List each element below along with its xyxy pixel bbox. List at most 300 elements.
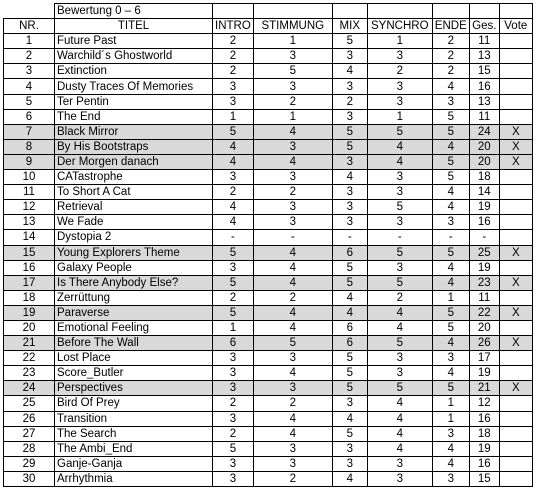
cell-synchro: 3 bbox=[367, 351, 432, 366]
cell-ges: 13 bbox=[469, 49, 499, 64]
caption-empty-cell bbox=[253, 4, 332, 19]
cell-ende: 5 bbox=[432, 124, 469, 139]
cell-title: Paraverse bbox=[55, 305, 213, 320]
caption-empty-cell bbox=[499, 4, 532, 19]
cell-stimmung: 3 bbox=[253, 215, 332, 230]
table-row bbox=[4, 411, 533, 426]
cell-synchro: 5 bbox=[367, 245, 432, 260]
cell-vote bbox=[499, 34, 532, 49]
cell-nr: 4 bbox=[4, 79, 55, 94]
cell-ges: 20 bbox=[469, 139, 499, 154]
cell-vote bbox=[499, 426, 532, 441]
cell-title: Before The Wall bbox=[55, 336, 213, 351]
cell-vote bbox=[499, 471, 532, 486]
cell-nr: 15 bbox=[4, 245, 55, 260]
cell-stimmung: 4 bbox=[253, 245, 332, 260]
cell-vote bbox=[499, 351, 532, 366]
cell-nr: 9 bbox=[4, 154, 55, 169]
cell-ges: 20 bbox=[469, 154, 499, 169]
table-row bbox=[4, 94, 533, 109]
cell-synchro: 1 bbox=[367, 109, 432, 124]
cell-mix: 3 bbox=[332, 200, 367, 215]
cell-nr: 12 bbox=[4, 200, 55, 215]
cell-stimmung: 4 bbox=[253, 305, 332, 320]
header-nr: NR. bbox=[4, 19, 55, 34]
cell-nr: 27 bbox=[4, 426, 55, 441]
cell-vote bbox=[499, 411, 532, 426]
cell-ende: 1 bbox=[432, 290, 469, 305]
header-row bbox=[4, 19, 533, 34]
cell-ende: 4 bbox=[432, 139, 469, 154]
cell-nr: 10 bbox=[4, 170, 55, 185]
caption-empty-cell bbox=[332, 4, 367, 19]
cell-intro: 3 bbox=[213, 456, 254, 471]
cell-mix: 3 bbox=[332, 49, 367, 64]
cell-synchro: 4 bbox=[367, 426, 432, 441]
cell-ende: 3 bbox=[432, 351, 469, 366]
cell-mix: - bbox=[332, 230, 367, 245]
table-row bbox=[4, 290, 533, 305]
rating-scale-caption: Bewertung 0 – 6 bbox=[55, 4, 213, 19]
cell-vote: X bbox=[499, 275, 532, 290]
cell-vote: X bbox=[499, 154, 532, 169]
cell-vote bbox=[499, 366, 532, 381]
cell-stimmung: 4 bbox=[253, 366, 332, 381]
caption-empty-cell bbox=[367, 4, 432, 19]
cell-vote bbox=[499, 170, 532, 185]
cell-mix: 2 bbox=[332, 94, 367, 109]
cell-vote: X bbox=[499, 305, 532, 320]
cell-intro: 3 bbox=[213, 366, 254, 381]
cell-intro: 2 bbox=[213, 49, 254, 64]
cell-stimmung: 3 bbox=[253, 456, 332, 471]
cell-intro: 5 bbox=[213, 245, 254, 260]
cell-stimmung: 4 bbox=[253, 426, 332, 441]
cell-intro: 4 bbox=[213, 154, 254, 169]
cell-ges: 21 bbox=[469, 381, 499, 396]
cell-nr: 23 bbox=[4, 366, 55, 381]
cell-title: Transition bbox=[55, 411, 213, 426]
caption-blank-cell bbox=[4, 4, 55, 19]
cell-vote bbox=[499, 320, 532, 335]
cell-title: Future Past bbox=[55, 34, 213, 49]
cell-intro: 4 bbox=[213, 200, 254, 215]
table-row bbox=[4, 79, 533, 94]
cell-vote bbox=[499, 290, 532, 305]
cell-title: Young Explorers Theme bbox=[55, 245, 213, 260]
cell-intro: 3 bbox=[213, 170, 254, 185]
cell-ges: 25 bbox=[469, 245, 499, 260]
cell-title: Dusty Traces Of Memories bbox=[55, 79, 213, 94]
cell-ges: 24 bbox=[469, 124, 499, 139]
cell-title: Is There Anybody Else? bbox=[55, 275, 213, 290]
cell-synchro: - bbox=[367, 230, 432, 245]
cell-vote bbox=[499, 230, 532, 245]
cell-mix: 4 bbox=[332, 411, 367, 426]
cell-intro: 1 bbox=[213, 109, 254, 124]
header-synchro: SYNCHRO bbox=[367, 19, 432, 34]
cell-ges: 15 bbox=[469, 471, 499, 486]
cell-mix: 5 bbox=[332, 275, 367, 290]
cell-ende: 5 bbox=[432, 320, 469, 335]
cell-nr: 22 bbox=[4, 351, 55, 366]
cell-mix: 5 bbox=[332, 260, 367, 275]
table-row bbox=[4, 426, 533, 441]
table-row bbox=[4, 170, 533, 185]
table-row bbox=[4, 260, 533, 275]
cell-synchro: 3 bbox=[367, 185, 432, 200]
table-row bbox=[4, 200, 533, 215]
cell-vote bbox=[499, 200, 532, 215]
cell-vote bbox=[499, 185, 532, 200]
cell-nr: 11 bbox=[4, 185, 55, 200]
cell-synchro: 3 bbox=[367, 456, 432, 471]
cell-title: The Ambi_End bbox=[55, 441, 213, 456]
cell-ges: 22 bbox=[469, 305, 499, 320]
table-row bbox=[4, 154, 533, 169]
cell-intro: 3 bbox=[213, 381, 254, 396]
cell-vote bbox=[499, 215, 532, 230]
cell-synchro: 5 bbox=[367, 124, 432, 139]
table-row bbox=[4, 49, 533, 64]
cell-nr: 17 bbox=[4, 275, 55, 290]
cell-mix: 5 bbox=[332, 426, 367, 441]
cell-vote bbox=[499, 260, 532, 275]
rating-table bbox=[3, 3, 533, 487]
header-ende: ENDE bbox=[432, 19, 469, 34]
cell-stimmung: 4 bbox=[253, 260, 332, 275]
cell-title: To Short A Cat bbox=[55, 185, 213, 200]
cell-nr: 13 bbox=[4, 215, 55, 230]
cell-vote: X bbox=[499, 245, 532, 260]
cell-mix: 3 bbox=[332, 185, 367, 200]
cell-ges: 19 bbox=[469, 441, 499, 456]
cell-ende: 4 bbox=[432, 79, 469, 94]
cell-nr: 8 bbox=[4, 139, 55, 154]
cell-intro: 5 bbox=[213, 305, 254, 320]
cell-intro: 3 bbox=[213, 411, 254, 426]
cell-nr: 26 bbox=[4, 411, 55, 426]
cell-ges: 11 bbox=[469, 109, 499, 124]
cell-ende: 5 bbox=[432, 154, 469, 169]
cell-mix: 5 bbox=[332, 381, 367, 396]
cell-title: By His Bootstraps bbox=[55, 139, 213, 154]
cell-synchro: 3 bbox=[367, 94, 432, 109]
header-ges: Ges. bbox=[469, 19, 499, 34]
cell-synchro: 3 bbox=[367, 170, 432, 185]
cell-mix: 3 bbox=[332, 441, 367, 456]
cell-stimmung: - bbox=[253, 230, 332, 245]
header-stimmung: STIMMUNG bbox=[253, 19, 332, 34]
cell-nr: 29 bbox=[4, 456, 55, 471]
header-intro: INTRO bbox=[213, 19, 254, 34]
cell-stimmung: 2 bbox=[253, 185, 332, 200]
cell-synchro: 4 bbox=[367, 441, 432, 456]
caption-empty-cell bbox=[469, 4, 499, 19]
cell-mix: 4 bbox=[332, 64, 367, 79]
table-row bbox=[4, 215, 533, 230]
cell-synchro: 4 bbox=[367, 320, 432, 335]
cell-ges: 26 bbox=[469, 336, 499, 351]
cell-vote bbox=[499, 396, 532, 411]
cell-stimmung: 3 bbox=[253, 441, 332, 456]
cell-stimmung: 4 bbox=[253, 320, 332, 335]
cell-intro: 2 bbox=[213, 64, 254, 79]
cell-ges: 19 bbox=[469, 260, 499, 275]
cell-mix: 3 bbox=[332, 79, 367, 94]
cell-synchro: 5 bbox=[367, 200, 432, 215]
cell-stimmung: 2 bbox=[253, 471, 332, 486]
table-row bbox=[4, 34, 533, 49]
cell-mix: 3 bbox=[332, 154, 367, 169]
cell-title: The Search bbox=[55, 426, 213, 441]
cell-ges: 19 bbox=[469, 200, 499, 215]
cell-synchro: 3 bbox=[367, 260, 432, 275]
cell-title: Score_Butler bbox=[55, 366, 213, 381]
cell-intro: - bbox=[213, 230, 254, 245]
cell-title: Lost Place bbox=[55, 351, 213, 366]
cell-mix: 4 bbox=[332, 170, 367, 185]
table-row bbox=[4, 456, 533, 471]
cell-synchro: 5 bbox=[367, 275, 432, 290]
table-row bbox=[4, 275, 533, 290]
cell-ende: 4 bbox=[432, 366, 469, 381]
table-row bbox=[4, 139, 533, 154]
cell-nr: 19 bbox=[4, 305, 55, 320]
table-row bbox=[4, 381, 533, 396]
table-row bbox=[4, 320, 533, 335]
cell-nr: 16 bbox=[4, 260, 55, 275]
cell-ende: - bbox=[432, 230, 469, 245]
cell-mix: 5 bbox=[332, 34, 367, 49]
cell-nr: 21 bbox=[4, 336, 55, 351]
cell-synchro: 4 bbox=[367, 305, 432, 320]
cell-ende: 5 bbox=[432, 381, 469, 396]
cell-stimmung: 2 bbox=[253, 396, 332, 411]
cell-intro: 3 bbox=[213, 94, 254, 109]
cell-ges: 15 bbox=[469, 64, 499, 79]
table-row bbox=[4, 396, 533, 411]
table-row bbox=[4, 441, 533, 456]
cell-ges: 17 bbox=[469, 351, 499, 366]
cell-vote: X bbox=[499, 124, 532, 139]
cell-vote bbox=[499, 64, 532, 79]
cell-ges: 13 bbox=[469, 94, 499, 109]
table-row bbox=[4, 124, 533, 139]
cell-title: Warchild´s Ghostworld bbox=[55, 49, 213, 64]
cell-intro: 4 bbox=[213, 139, 254, 154]
header-titel: TITEL bbox=[55, 19, 213, 34]
cell-intro: 3 bbox=[213, 351, 254, 366]
cell-ende: 5 bbox=[432, 245, 469, 260]
cell-stimmung: 3 bbox=[253, 170, 332, 185]
cell-nr: 1 bbox=[4, 34, 55, 49]
table-row bbox=[4, 109, 533, 124]
cell-title: Zerrüttung bbox=[55, 290, 213, 305]
cell-nr: 24 bbox=[4, 381, 55, 396]
cell-stimmung: 4 bbox=[253, 154, 332, 169]
cell-intro: 3 bbox=[213, 471, 254, 486]
cell-ende: 5 bbox=[432, 109, 469, 124]
cell-ges: 16 bbox=[469, 79, 499, 94]
cell-ges: 23 bbox=[469, 275, 499, 290]
cell-synchro: 5 bbox=[367, 336, 432, 351]
cell-title: Arrhythmia bbox=[55, 471, 213, 486]
cell-ende: 3 bbox=[432, 471, 469, 486]
cell-ges: 11 bbox=[469, 290, 499, 305]
cell-synchro: 2 bbox=[367, 290, 432, 305]
cell-vote bbox=[499, 456, 532, 471]
cell-ges: 18 bbox=[469, 426, 499, 441]
cell-ende: 3 bbox=[432, 94, 469, 109]
cell-stimmung: 3 bbox=[253, 381, 332, 396]
table-row bbox=[4, 366, 533, 381]
cell-title: Bird Of Prey bbox=[55, 396, 213, 411]
cell-stimmung: 3 bbox=[253, 200, 332, 215]
rating-sheet bbox=[3, 3, 533, 487]
cell-synchro: 3 bbox=[367, 79, 432, 94]
cell-intro: 2 bbox=[213, 426, 254, 441]
cell-ende: 1 bbox=[432, 396, 469, 411]
cell-nr: 18 bbox=[4, 290, 55, 305]
cell-ende: 4 bbox=[432, 336, 469, 351]
cell-synchro: 3 bbox=[367, 471, 432, 486]
cell-mix: 6 bbox=[332, 336, 367, 351]
cell-ende: 2 bbox=[432, 64, 469, 79]
cell-ges: 18 bbox=[469, 170, 499, 185]
cell-stimmung: 5 bbox=[253, 336, 332, 351]
cell-intro: 6 bbox=[213, 336, 254, 351]
cell-title: Ter Pentin bbox=[55, 94, 213, 109]
cell-nr: 5 bbox=[4, 94, 55, 109]
cell-nr: 2 bbox=[4, 49, 55, 64]
cell-intro: 2 bbox=[213, 34, 254, 49]
cell-ges: - bbox=[469, 230, 499, 245]
cell-ende: 1 bbox=[432, 411, 469, 426]
cell-stimmung: 2 bbox=[253, 94, 332, 109]
cell-stimmung: 3 bbox=[253, 351, 332, 366]
cell-synchro: 3 bbox=[367, 366, 432, 381]
cell-intro: 2 bbox=[213, 185, 254, 200]
cell-ende: 5 bbox=[432, 170, 469, 185]
cell-ende: 3 bbox=[432, 426, 469, 441]
cell-ende: 4 bbox=[432, 260, 469, 275]
cell-stimmung: 1 bbox=[253, 109, 332, 124]
cell-ges: 16 bbox=[469, 456, 499, 471]
cell-vote: X bbox=[499, 381, 532, 396]
cell-intro: 5 bbox=[213, 441, 254, 456]
cell-synchro: 3 bbox=[367, 215, 432, 230]
cell-nr: 30 bbox=[4, 471, 55, 486]
cell-ende: 4 bbox=[432, 441, 469, 456]
cell-mix: 5 bbox=[332, 351, 367, 366]
cell-title: We Fade bbox=[55, 215, 213, 230]
cell-stimmung: 4 bbox=[253, 411, 332, 426]
cell-mix: 3 bbox=[332, 396, 367, 411]
cell-title: Galaxy People bbox=[55, 260, 213, 275]
cell-synchro: 1 bbox=[367, 34, 432, 49]
cell-intro: 5 bbox=[213, 275, 254, 290]
cell-title: Retrieval bbox=[55, 200, 213, 215]
cell-ende: 4 bbox=[432, 200, 469, 215]
cell-vote bbox=[499, 49, 532, 64]
cell-synchro: 5 bbox=[367, 381, 432, 396]
cell-mix: 4 bbox=[332, 290, 367, 305]
cell-title: Perspectives bbox=[55, 381, 213, 396]
cell-nr: 7 bbox=[4, 124, 55, 139]
cell-mix: 4 bbox=[332, 305, 367, 320]
cell-title: Ganje-Ganja bbox=[55, 456, 213, 471]
cell-stimmung: 3 bbox=[253, 79, 332, 94]
cell-ges: 11 bbox=[469, 34, 499, 49]
cell-nr: 14 bbox=[4, 230, 55, 245]
cell-intro: 4 bbox=[213, 215, 254, 230]
cell-intro: 1 bbox=[213, 320, 254, 335]
cell-vote bbox=[499, 94, 532, 109]
cell-nr: 25 bbox=[4, 396, 55, 411]
cell-mix: 5 bbox=[332, 124, 367, 139]
cell-intro: 2 bbox=[213, 290, 254, 305]
cell-ges: 20 bbox=[469, 320, 499, 335]
table-row bbox=[4, 185, 533, 200]
cell-stimmung: 5 bbox=[253, 64, 332, 79]
cell-vote bbox=[499, 79, 532, 94]
cell-mix: 3 bbox=[332, 456, 367, 471]
cell-mix: 6 bbox=[332, 245, 367, 260]
cell-synchro: 4 bbox=[367, 139, 432, 154]
table-row bbox=[4, 64, 533, 79]
cell-title: CATastrophe bbox=[55, 170, 213, 185]
cell-vote bbox=[499, 109, 532, 124]
cell-mix: 5 bbox=[332, 139, 367, 154]
cell-stimmung: 2 bbox=[253, 290, 332, 305]
cell-ende: 4 bbox=[432, 275, 469, 290]
cell-vote bbox=[499, 441, 532, 456]
cell-intro: 3 bbox=[213, 79, 254, 94]
table-row bbox=[4, 351, 533, 366]
cell-ges: 19 bbox=[469, 366, 499, 381]
cell-ges: 12 bbox=[469, 396, 499, 411]
cell-title: Emotional Feeling bbox=[55, 320, 213, 335]
cell-ende: 2 bbox=[432, 49, 469, 64]
cell-title: Dystopia 2 bbox=[55, 230, 213, 245]
cell-mix: 4 bbox=[332, 471, 367, 486]
cell-synchro: 4 bbox=[367, 411, 432, 426]
cell-stimmung: 3 bbox=[253, 49, 332, 64]
cell-ende: 2 bbox=[432, 34, 469, 49]
cell-title: The End bbox=[55, 109, 213, 124]
cell-mix: 6 bbox=[332, 320, 367, 335]
caption-empty-cell bbox=[213, 4, 254, 19]
cell-stimmung: 4 bbox=[253, 275, 332, 290]
cell-ende: 5 bbox=[432, 305, 469, 320]
cell-synchro: 4 bbox=[367, 154, 432, 169]
cell-stimmung: 4 bbox=[253, 124, 332, 139]
header-vote: Vote bbox=[499, 19, 532, 34]
cell-nr: 3 bbox=[4, 64, 55, 79]
cell-title: Der Morgen danach bbox=[55, 154, 213, 169]
cell-stimmung: 1 bbox=[253, 34, 332, 49]
cell-mix: 5 bbox=[332, 366, 367, 381]
table-row bbox=[4, 471, 533, 486]
cell-synchro: 2 bbox=[367, 64, 432, 79]
cell-intro: 2 bbox=[213, 396, 254, 411]
table-row bbox=[4, 305, 533, 320]
cell-title: Extinction bbox=[55, 64, 213, 79]
cell-ges: 16 bbox=[469, 215, 499, 230]
cell-nr: 20 bbox=[4, 320, 55, 335]
cell-ende: 4 bbox=[432, 456, 469, 471]
